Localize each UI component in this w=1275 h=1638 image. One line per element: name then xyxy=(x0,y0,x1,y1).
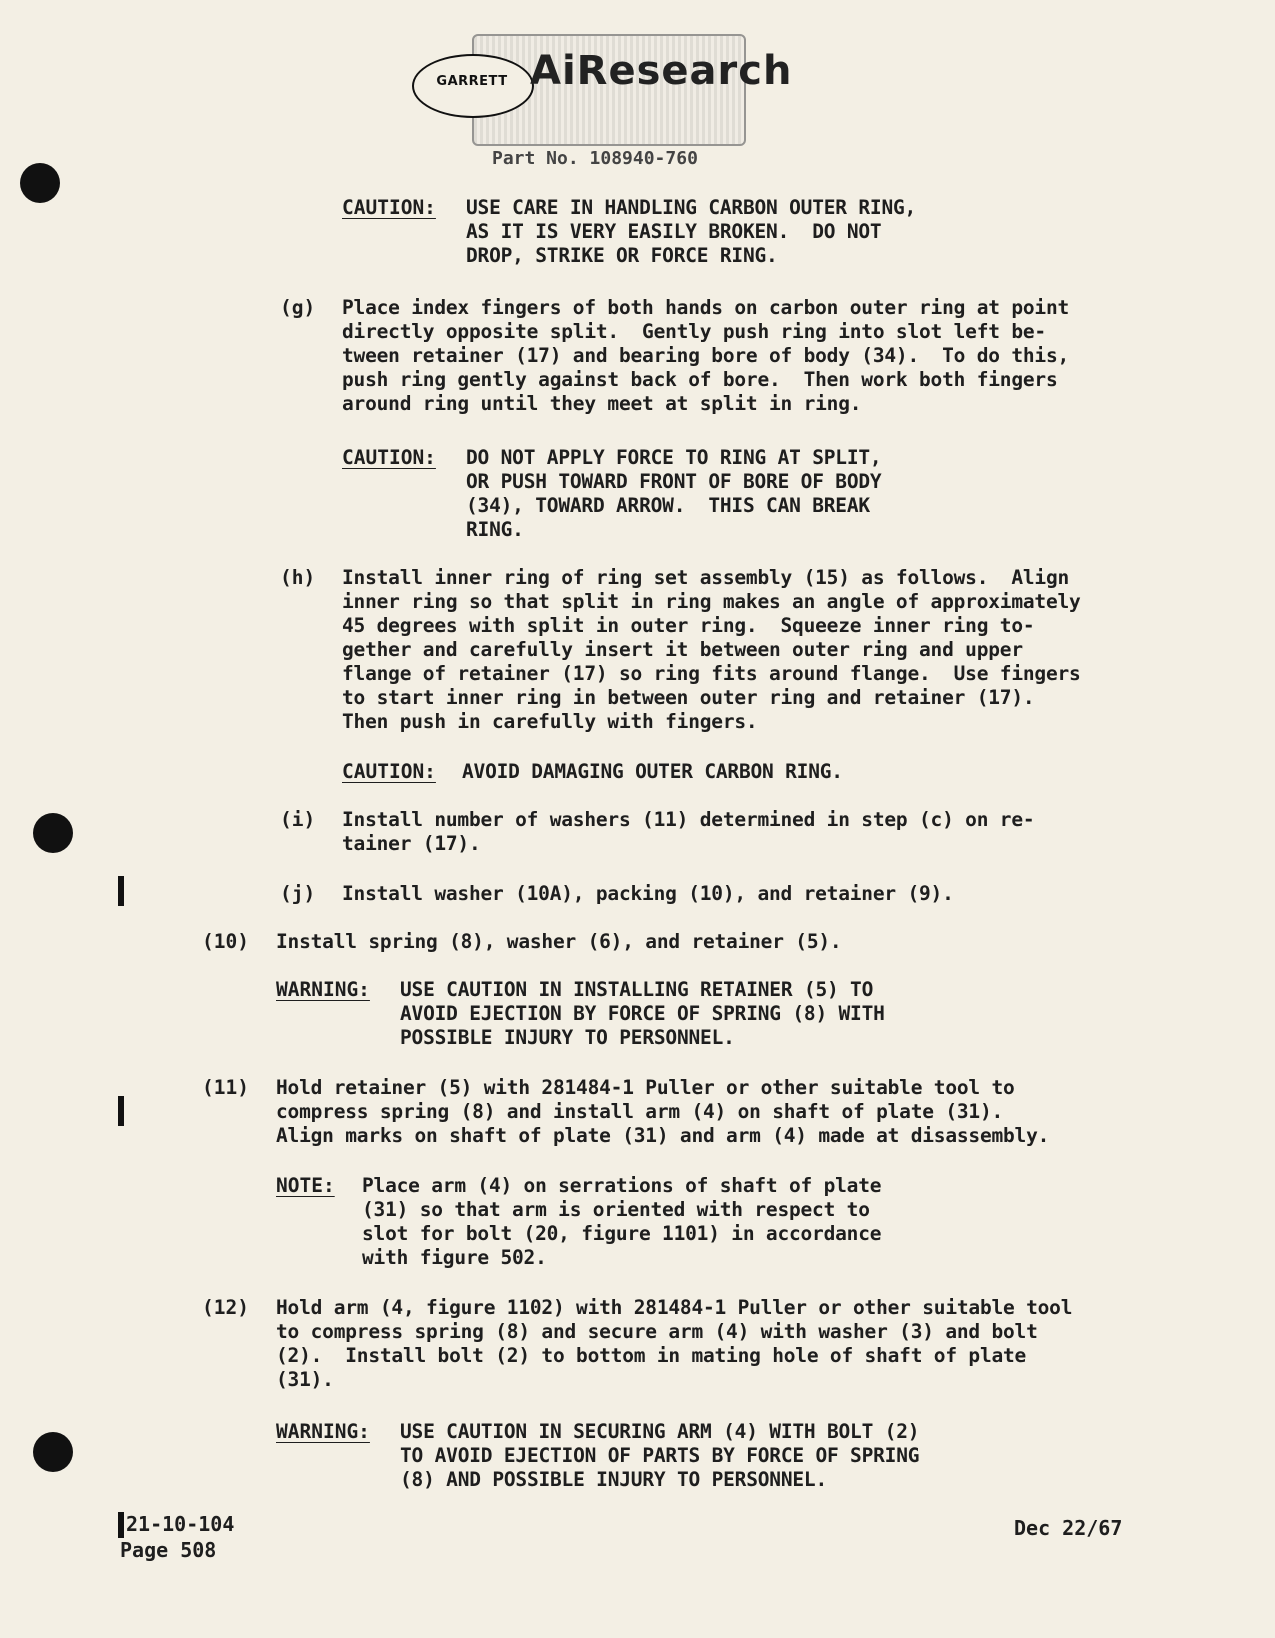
step-line: 45 degrees with split in outer ring. Squeeze inner ring to- xyxy=(342,614,1035,637)
doc-number: 21-10-104 xyxy=(126,1512,235,1536)
step-line: (31). xyxy=(276,1368,334,1391)
step-line: Install number of washers (11) determined in step (c) on re- xyxy=(342,808,1035,831)
step-line: around ring until they meet at split in ring. xyxy=(342,392,862,415)
step-line: gether and carefully insert it between outer ring and upper xyxy=(342,638,1023,661)
note-line: slot for bolt (20, figure 1101) in accordance xyxy=(362,1222,882,1245)
warning-line: AVOID EJECTION BY FORCE OF SPRING (8) WITH xyxy=(400,1002,885,1025)
step-marker: (h) xyxy=(280,566,316,589)
note-line: with figure 502. xyxy=(362,1246,547,1269)
step-line: Then push in carefully with fingers. xyxy=(342,710,758,733)
warning-line: POSSIBLE INJURY TO PERSONNEL. xyxy=(400,1026,735,1049)
note-line: Place arm (4) on serrations of shaft of plate xyxy=(362,1174,882,1197)
warning-label: WARNING: xyxy=(276,1420,370,1443)
step-line: inner ring so that split in ring makes an angle of approximately xyxy=(342,590,1081,613)
step-line: Align marks on shaft of plate (31) and arm (4) made at disassembly. xyxy=(276,1124,1050,1147)
step-line: flange of retainer (17) so ring fits around flange. Use fingers xyxy=(342,662,1081,685)
step-marker: (10) xyxy=(202,930,249,953)
step-line: tainer (17). xyxy=(342,832,481,855)
caution-line: DO NOT APPLY FORCE TO RING AT SPLIT, xyxy=(466,446,882,469)
step-line: Place index fingers of both hands on carbon outer ring at point xyxy=(342,296,1070,319)
logo-text: GARRETT xyxy=(436,74,508,89)
caution-line: AS IT IS VERY EASILY BROKEN. DO NOT xyxy=(466,220,882,243)
caution-line: (34), TOWARD ARROW. THIS CAN BREAK xyxy=(466,494,870,517)
warning-line: USE CAUTION IN SECURING ARM (4) WITH BOLT (2) xyxy=(400,1420,920,1443)
binder-hole-middle xyxy=(33,813,73,853)
warning-label: WARNING: xyxy=(276,978,370,1001)
page-number: Page 508 xyxy=(120,1538,217,1562)
caution-line: DROP, STRIKE OR FORCE RING. xyxy=(466,244,778,267)
step-line: to start inner ring in between outer ring and retainer (17). xyxy=(342,686,1035,709)
step-marker: (i) xyxy=(280,808,316,831)
caution-line: OR PUSH TOWARD FRONT OF BORE OF BODY xyxy=(466,470,882,493)
step-line: to compress spring (8) and secure arm (4) with washer (3) and bolt xyxy=(276,1320,1038,1343)
change-bar xyxy=(118,1512,124,1538)
step-line: Install washer (10A), packing (10), and retainer (9). xyxy=(342,882,954,905)
step-line: tween retainer (17) and bearing bore of body (34). To do this, xyxy=(342,344,1070,367)
step-line: push ring gently against back of bore. Then work both fingers xyxy=(342,368,1058,391)
binder-hole-bottom xyxy=(33,1432,73,1472)
caution-label: CAUTION: xyxy=(342,760,436,783)
warning-line: USE CAUTION IN INSTALLING RETAINER (5) TO xyxy=(400,978,874,1001)
step-line: Hold arm (4, figure 1102) with 281484-1 Puller or other suitable tool xyxy=(276,1296,1073,1319)
change-bar xyxy=(118,876,124,906)
part-number: Part No. 108940-760 xyxy=(492,148,698,169)
brand-name: AiResearch xyxy=(530,48,793,94)
binder-hole-top xyxy=(20,163,60,203)
warning-line: TO AVOID EJECTION OF PARTS BY FORCE OF SPRING xyxy=(400,1444,920,1467)
step-line: directly opposite split. Gently push ring into slot left be- xyxy=(342,320,1046,343)
step-marker: (g) xyxy=(280,296,316,319)
step-line: compress spring (8) and install arm (4) on shaft of plate (31). xyxy=(276,1100,1004,1123)
note-line: (31) so that arm is oriented with respect to xyxy=(362,1198,870,1221)
caution-line: USE CARE IN HANDLING CARBON OUTER RING, xyxy=(466,196,917,219)
step-marker: (11) xyxy=(202,1076,249,1099)
caution-label: CAUTION: xyxy=(342,196,436,219)
step-line: Install spring (8), washer (6), and retainer (5). xyxy=(276,930,842,953)
caution-label: CAUTION: xyxy=(342,446,436,469)
step-marker: (12) xyxy=(202,1296,249,1319)
company-logo xyxy=(412,28,793,150)
step-line: (2). Install bolt (2) to bottom in mating hole of shaft of plate xyxy=(276,1344,1027,1367)
warning-line: (8) AND POSSIBLE INJURY TO PERSONNEL. xyxy=(400,1468,827,1491)
step-marker: (j) xyxy=(280,882,316,905)
change-bar xyxy=(118,1096,124,1126)
step-line: Hold retainer (5) with 281484-1 Puller or other suitable tool to xyxy=(276,1076,1015,1099)
caution-line: AVOID DAMAGING OUTER CARBON RING. xyxy=(462,760,843,783)
note-label: NOTE: xyxy=(276,1174,335,1197)
revision-date: Dec 22/67 xyxy=(1014,1516,1123,1540)
step-line: Install inner ring of ring set assembly (15) as follows. Align xyxy=(342,566,1070,589)
caution-line: RING. xyxy=(466,518,524,541)
